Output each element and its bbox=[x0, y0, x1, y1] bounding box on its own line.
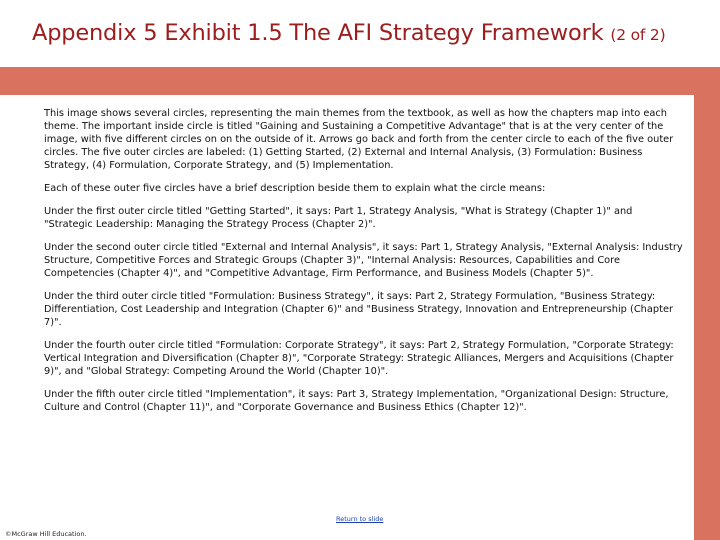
paragraph-circle-2: Under the second outer circle titled "External and Internal Analysis", it says: Part 1, Strategy Analysis, "External Analysis: Industry Structure, Competitive Forces and Strategic Groups (Chapter 3)", "Internal Analysis: Resources, Capabilities and Core Competencies (Chapter 4)", and "Competitive Advantage, Firm Performance, and Business Models (Chapter 5)". bbox=[44, 242, 683, 279]
paragraph-intro: Each of these outer five circles have a brief description beside them to explain what the circle means: bbox=[44, 183, 546, 194]
accent-bar bbox=[0, 67, 720, 95]
paragraph-overview: This image shows several circles, representing the main themes from the textbook, as well as how the chapters map into each theme. The important inside circle is titled "Gaining and Sustaining a Competitive Advantage" that is at the very center of the image, with five different circles on on the outside of it. Arrows go back and forth from the center circle to each of the five outer circles. The five outer circles are labeled: (1) Getting Started, (2) External and Internal Analysis, (3) Formulation: Business Strategy, (4) Formulation, Corporate Strategy, and (5) Implementation. bbox=[44, 108, 674, 171]
paragraph-circle-1: Under the first outer circle titled "Getting Started", it says: Part 1, Strategy Analysis, "What is Strategy (Chapter 1)" and "Strategic Leadership: Managing the Strategy Process (Chapter 2)". bbox=[44, 206, 633, 230]
copyright-text: ©McGraw Hill Education. bbox=[5, 530, 87, 538]
slide-title bbox=[32, 20, 702, 46]
description-text bbox=[44, 107, 684, 424]
slide-title-suffix: (2 of 2) bbox=[610, 26, 666, 44]
paragraph-circle-5: Under the fifth outer circle titled "Implementation", it says: Part 3, Strategy Implementation, "Organizational Design: Structure, Culture and Control (Chapter 11)", and "Corporate Governance and Business Ethics (Chapter 12)". bbox=[44, 389, 669, 413]
accent-bar-gap bbox=[0, 95, 720, 98]
slide-title-main: Appendix 5 Exhibit 1.5 The AFI Strategy Framework bbox=[32, 20, 611, 46]
paragraph-circle-3: Under the third outer circle titled "Formulation: Business Strategy", it says: Part 2, Strategy Formulation, "Business Strategy: Differentiation, Cost Leadership and Integration (Chapter 6)" and "Business Strategy, Innovation and Entrepreneurship (Chapter 7)". bbox=[44, 291, 673, 328]
return-to-slide-link[interactable]: Return to slide bbox=[336, 515, 384, 523]
paragraph-circle-4: Under the fourth outer circle titled "Formulation: Corporate Strategy", it says: Part 2, Strategy Formulation, "Corporate Strategy: Vertical Integration and Diversification (Chapter 8)", "Corporate Strategy: Strategic Alliances, Mergers and Acquisitions (Chapter 9)", and "Global Strategy: Competing Around the World (Chapter 10)". bbox=[44, 340, 674, 377]
right-accent-strip bbox=[694, 95, 720, 540]
